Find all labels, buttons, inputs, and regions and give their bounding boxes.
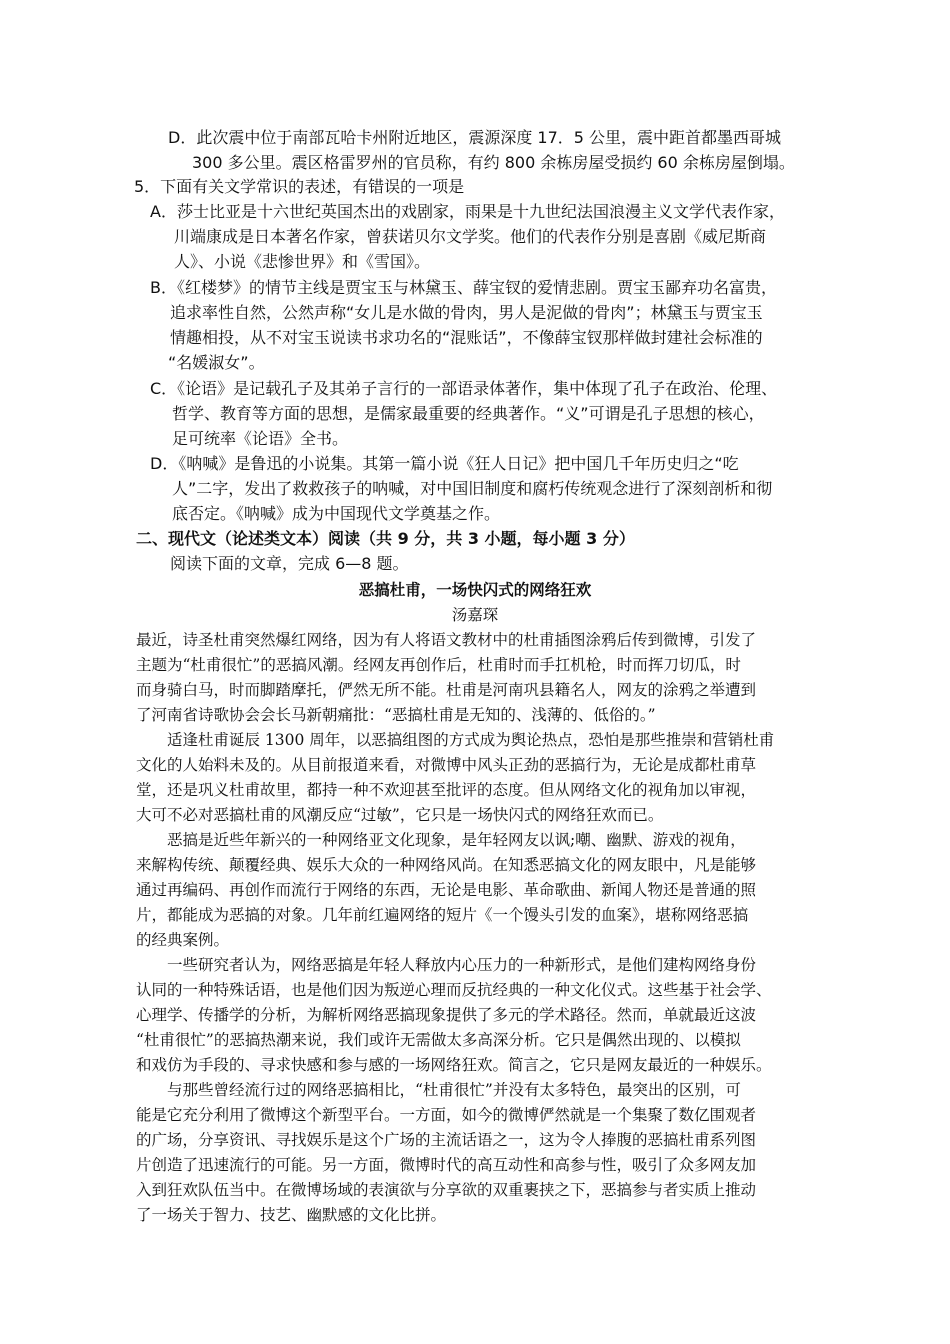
article-line: 认同的一种特殊话语，也是他们因为叛逆心理而反抗经典的一种文化仪式。这些基于社会学、 (136, 981, 772, 999)
q4-option-d-line1: D．此次震中位于南部瓦哈卡州附近地区，震源深度 17．5 公里，震中距首都墨西哥城 (168, 128, 782, 147)
article-line: 一些研究者认为，网络恶搞是年轻人释放内心压力的一种新形式，是他们建构网络身份 (136, 956, 757, 974)
article-line: 心理学、传播学的分析，为解析网络恶搞现象提供了多元的学术路径。然而，单就最近这波 (136, 1006, 757, 1024)
article-line: 堂，还是巩义杜甫故里，都持一种不欢迎甚至批评的态度。但从网络文化的视角加以审视， (136, 781, 757, 799)
article-title: 恶搞杜甫，一场快闪式的网络狂欢 (358, 580, 592, 599)
article-line: 主题为“杜甫很忙”的恶搞风潮。经网友再创作后，杜甫时而手扛机枪，时而挥刀切瓜，时 (136, 656, 741, 674)
q5-option-d-line3: 底否定。《呐喊》成为中国现代文学奠基之作。 (172, 504, 501, 523)
q5-option-a-line1: A．莎士比亚是十六世纪英国杰出的戏剧家，雨果是十九世纪法国浪漫主义文学代表作家， (150, 202, 785, 221)
article-line: 适逢杜甫诞辰 1300 周年，以恶搞组图的方式成为舆论热点，恐怕是那些推崇和营销杜甫 (136, 731, 775, 749)
article-line: 大可不必对恶搞杜甫的风潮反应“过敏”，它只是一场快闪式的网络狂欢而已。 (136, 806, 664, 824)
q5-option-c-line3: 足可统率《论语》全书。 (172, 429, 349, 448)
article-line: 来解构传统、颠覆经典、娱乐大众的一种网络风尚。在知悉恶搞文化的网友眼中，凡是能够 (136, 856, 757, 874)
q5-option-d-line2: 人”二字，发出了救救孩子的呐喊，对中国旧制度和腐朽传统观念进行了深刻剖析和彻 (172, 479, 773, 498)
article-line: 能是它充分利用了微博这个新型平台。一方面，如今的微博俨然就是一个集聚了数亿围观者 (136, 1106, 757, 1124)
article-line: 的广场，分享资讯、寻找娱乐是这个广场的主流话语之一，这为令人捧腹的恶搞杜甫系列图 (136, 1131, 757, 1149)
q5-stem: 5．下面有关文学常识的表述，有错误的一项是 (134, 177, 465, 196)
q5-option-a-line2: 川端康成是日本著名作家，曾获诺贝尔文学奖。他们的代表作分别是喜剧《威尼斯商 (174, 227, 767, 246)
q4-option-d-line2: 300 多公里。震区格雷罗州的官员称，有约 800 余栋房屋受损约 60 余栋房屋倒塌。 (192, 153, 795, 172)
article-line: 入到狂欢队伍当中。在微博场域的表演欲与分享欲的双重裹挟之下，恶搞参与者实质上推动 (136, 1181, 757, 1199)
q5-option-d-line1: D．《呐喊》是鲁迅的小说集。其第一篇小说《狂人日记》把中国几千年历史归之“吃 (150, 454, 739, 473)
q5-option-c-line1: C．《论语》是记载孔子及其弟子言行的一部语录体著作，集中体现了孔子在政治、伦理、 (150, 379, 778, 398)
article-line: 而身骑白马，时而脚踏摩托，俨然无所不能。杜甫是河南巩县籍名人，网友的涂鸦之举遭到 (136, 681, 757, 699)
article-line: 片，都能成为恶搞的对象。几年前红遍网络的短片《一个馒头引发的血案》，堪称网络恶搞 (136, 906, 749, 924)
article-author: 汤嘉琛 (451, 606, 499, 624)
section-2-heading: 二、现代文（论述类文本）阅读（共 9 分，共 3 小题，每小题 3 分） (136, 529, 635, 548)
section-2-instruction: 阅读下面的文章，完成 6—8 题。 (170, 554, 409, 573)
q5-option-a-line3: 人》、小说《悲惨世界》和《雪国》。 (174, 252, 431, 271)
article-line: 最近，诗圣杜甫突然爆红网络，因为有人将语文教材中的杜甫插图涂鸦后传到微博，引发了 (136, 631, 757, 649)
article-line: 了河南省诗歌协会会长马新朝痛批：“恶搞杜甫是无知的、浅薄的、低俗的。” (136, 706, 656, 724)
q5-option-b-line1: B．《红楼梦》的情节主线是贾宝玉与林黛玉、薛宝钗的爱情悲剧。贾宝玉鄙弃功名富贵， (150, 278, 777, 297)
q5-option-c-line2: 哲学、教育等方面的思想，是儒家最重要的经典著作。“义”可谓是孔子思想的核心， (172, 404, 765, 423)
article-line: 片创造了迅速流行的可能。另一方面，微博时代的高互动性和高参与性，吸引了众多网友加 (136, 1156, 757, 1174)
article-line: 恶搞是近些年新兴的一种网络亚文化现象，是年轻网友以讽;嘲、幽默、游戏的视角， (136, 831, 746, 849)
article-line: 和戏仿为手段的、寻求快感和参与感的一场网络狂欢。简言之，它只是网友最近的一种娱乐。 (136, 1056, 772, 1074)
article-line: 文化的人始料未及的。从目前报道来看，对微博中风头正劲的恶搞行为，无论是成都杜甫草 (136, 756, 757, 774)
q5-option-b-line3: 情趣相投，从不对宝玉说读书求功名的“混账话”，不像薛宝钗那样做封建社会标准的 (170, 328, 763, 347)
q5-option-b-line4: “名媛淑女”。 (168, 353, 265, 372)
article-line: “杜甫很忙”的恶搞热潮来说，我们或许无需做太多高深分析。它只是偶然出现的、以模拟 (136, 1031, 741, 1049)
article-line: 的经典案例。 (136, 931, 230, 949)
article-line: 通过再编码、再创作而流行于网络的东西，无论是电影、革命歌曲、新闻人物还是普通的照 (136, 881, 757, 899)
q5-option-b-line2: 追求率性自然，公然声称“女儿是水做的骨肉，男人是泥做的骨肉”；林黛玉与贾宝玉 (170, 303, 763, 322)
article-line: 与那些曾经流行过的网络恶搞相比，“杜甫很忙”并没有太多特色，最突出的区别，可 (136, 1081, 741, 1099)
article-line: 了一场关于智力、技艺、幽默感的文化比拼。 (136, 1206, 447, 1224)
